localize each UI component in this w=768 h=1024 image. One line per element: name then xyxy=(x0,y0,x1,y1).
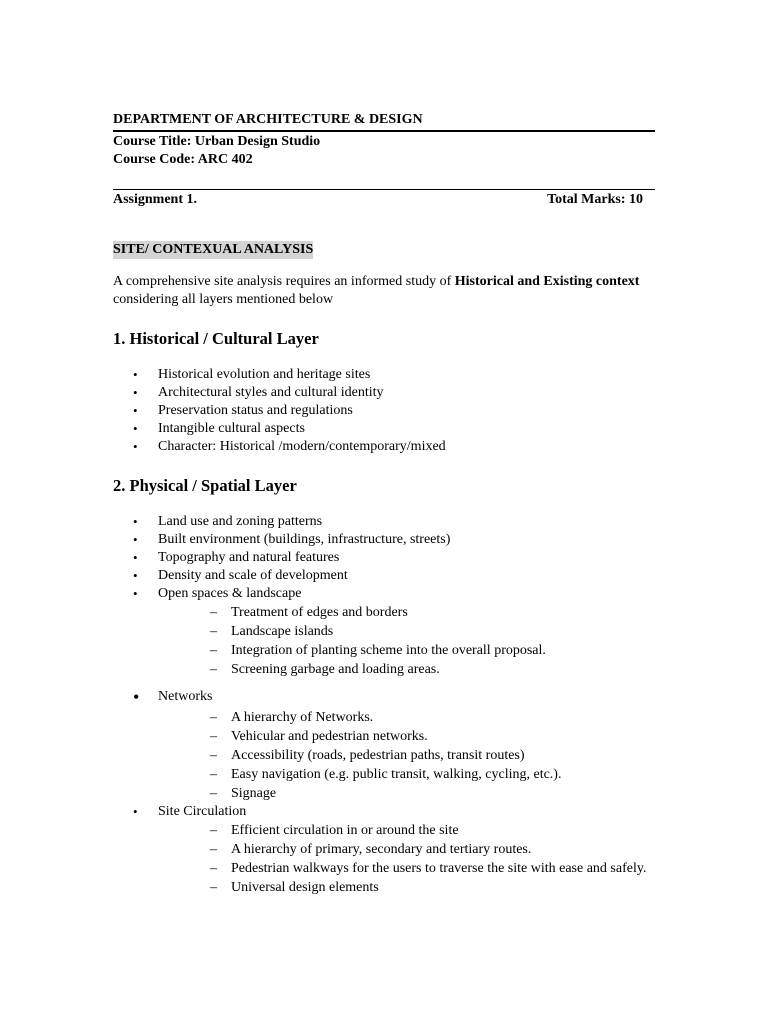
sub-list-item: – Integration of planting scheme into the overall proposal. xyxy=(158,641,655,660)
list-item: • Intangible cultural aspects xyxy=(113,420,655,438)
networks-label: Networks xyxy=(158,689,213,704)
assignment-row xyxy=(113,191,655,209)
layer2-heading: 2. Physical / Spatial Layer xyxy=(113,476,297,495)
list-item: • Character: Historical /modern/contemporary/mixed xyxy=(113,438,655,456)
sub-list-item: – Accessibility (roads, pedestrian paths, transit routes) xyxy=(158,746,655,765)
intro-text-after: considering all layers mentioned below xyxy=(113,292,334,307)
total-marks: Total Marks: 10 xyxy=(547,192,643,207)
layer2-list xyxy=(113,513,655,679)
list-item xyxy=(113,585,655,679)
site-circulation-sublist xyxy=(158,821,655,897)
document-page xyxy=(113,111,655,897)
site-circulation-label: Site Circulation xyxy=(158,804,247,819)
sub-list-item: – Efficient circulation in or around the site xyxy=(158,821,655,840)
intro-paragraph xyxy=(113,273,655,309)
sub-list-item: – Landscape islands xyxy=(158,622,655,641)
list-item: • Built environment (buildings, infrastructure, streets) xyxy=(113,531,655,549)
sub-list-item: – Vehicular and pedestrian networks. xyxy=(158,727,655,746)
list-item: • Topography and natural features xyxy=(113,549,655,567)
section-title: SITE/ CONTEXUAL ANALYSIS xyxy=(113,242,314,257)
list-item: • Historical evolution and heritage sites xyxy=(113,366,655,384)
assignment-number: Assignment 1. xyxy=(113,192,198,207)
networks-list xyxy=(113,688,655,897)
assignment-rule xyxy=(113,189,655,190)
course-code: Course Code: ARC 402 xyxy=(113,152,253,167)
sub-list-item: – Universal design elements xyxy=(158,878,655,897)
list-item: • Density and scale of development xyxy=(113,567,655,585)
list-item: • Architectural styles and cultural identity xyxy=(113,384,655,402)
sub-list-item: – Screening garbage and loading areas. xyxy=(158,660,655,679)
intro-bold-text: Historical and Existing context xyxy=(454,274,640,289)
header-rule xyxy=(113,130,655,132)
open-spaces-label: Open spaces & landscape xyxy=(158,586,302,601)
sub-list-item: – Pedestrian walkways for the users to traverse the site with ease and safely. xyxy=(158,859,655,878)
course-title: Course Title: Urban Design Studio xyxy=(113,134,321,149)
intro-text-before: A comprehensive site analysis requires an informed study of xyxy=(113,274,455,289)
open-spaces-sublist xyxy=(158,603,655,679)
list-item: • Land use and zoning patterns xyxy=(113,513,655,531)
list-item xyxy=(113,803,655,897)
sub-list-item: – Signage xyxy=(158,784,655,803)
layer1-heading: 1. Historical / Cultural Layer xyxy=(113,329,319,348)
department-heading: DEPARTMENT OF ARCHITECTURE & DESIGN xyxy=(113,112,423,127)
sub-list-item: – A hierarchy of Networks. xyxy=(158,708,655,727)
networks-sublist xyxy=(158,708,655,803)
layer1-list xyxy=(113,366,655,456)
sub-list-item: – A hierarchy of primary, secondary and tertiary routes. xyxy=(158,840,655,859)
list-item: • Preservation status and regulations xyxy=(113,402,655,420)
sub-list-item: – Treatment of edges and borders xyxy=(158,603,655,622)
list-item xyxy=(113,688,655,803)
sub-list-item: – Easy navigation (e.g. public transit, walking, cycling, etc.). xyxy=(158,765,655,784)
